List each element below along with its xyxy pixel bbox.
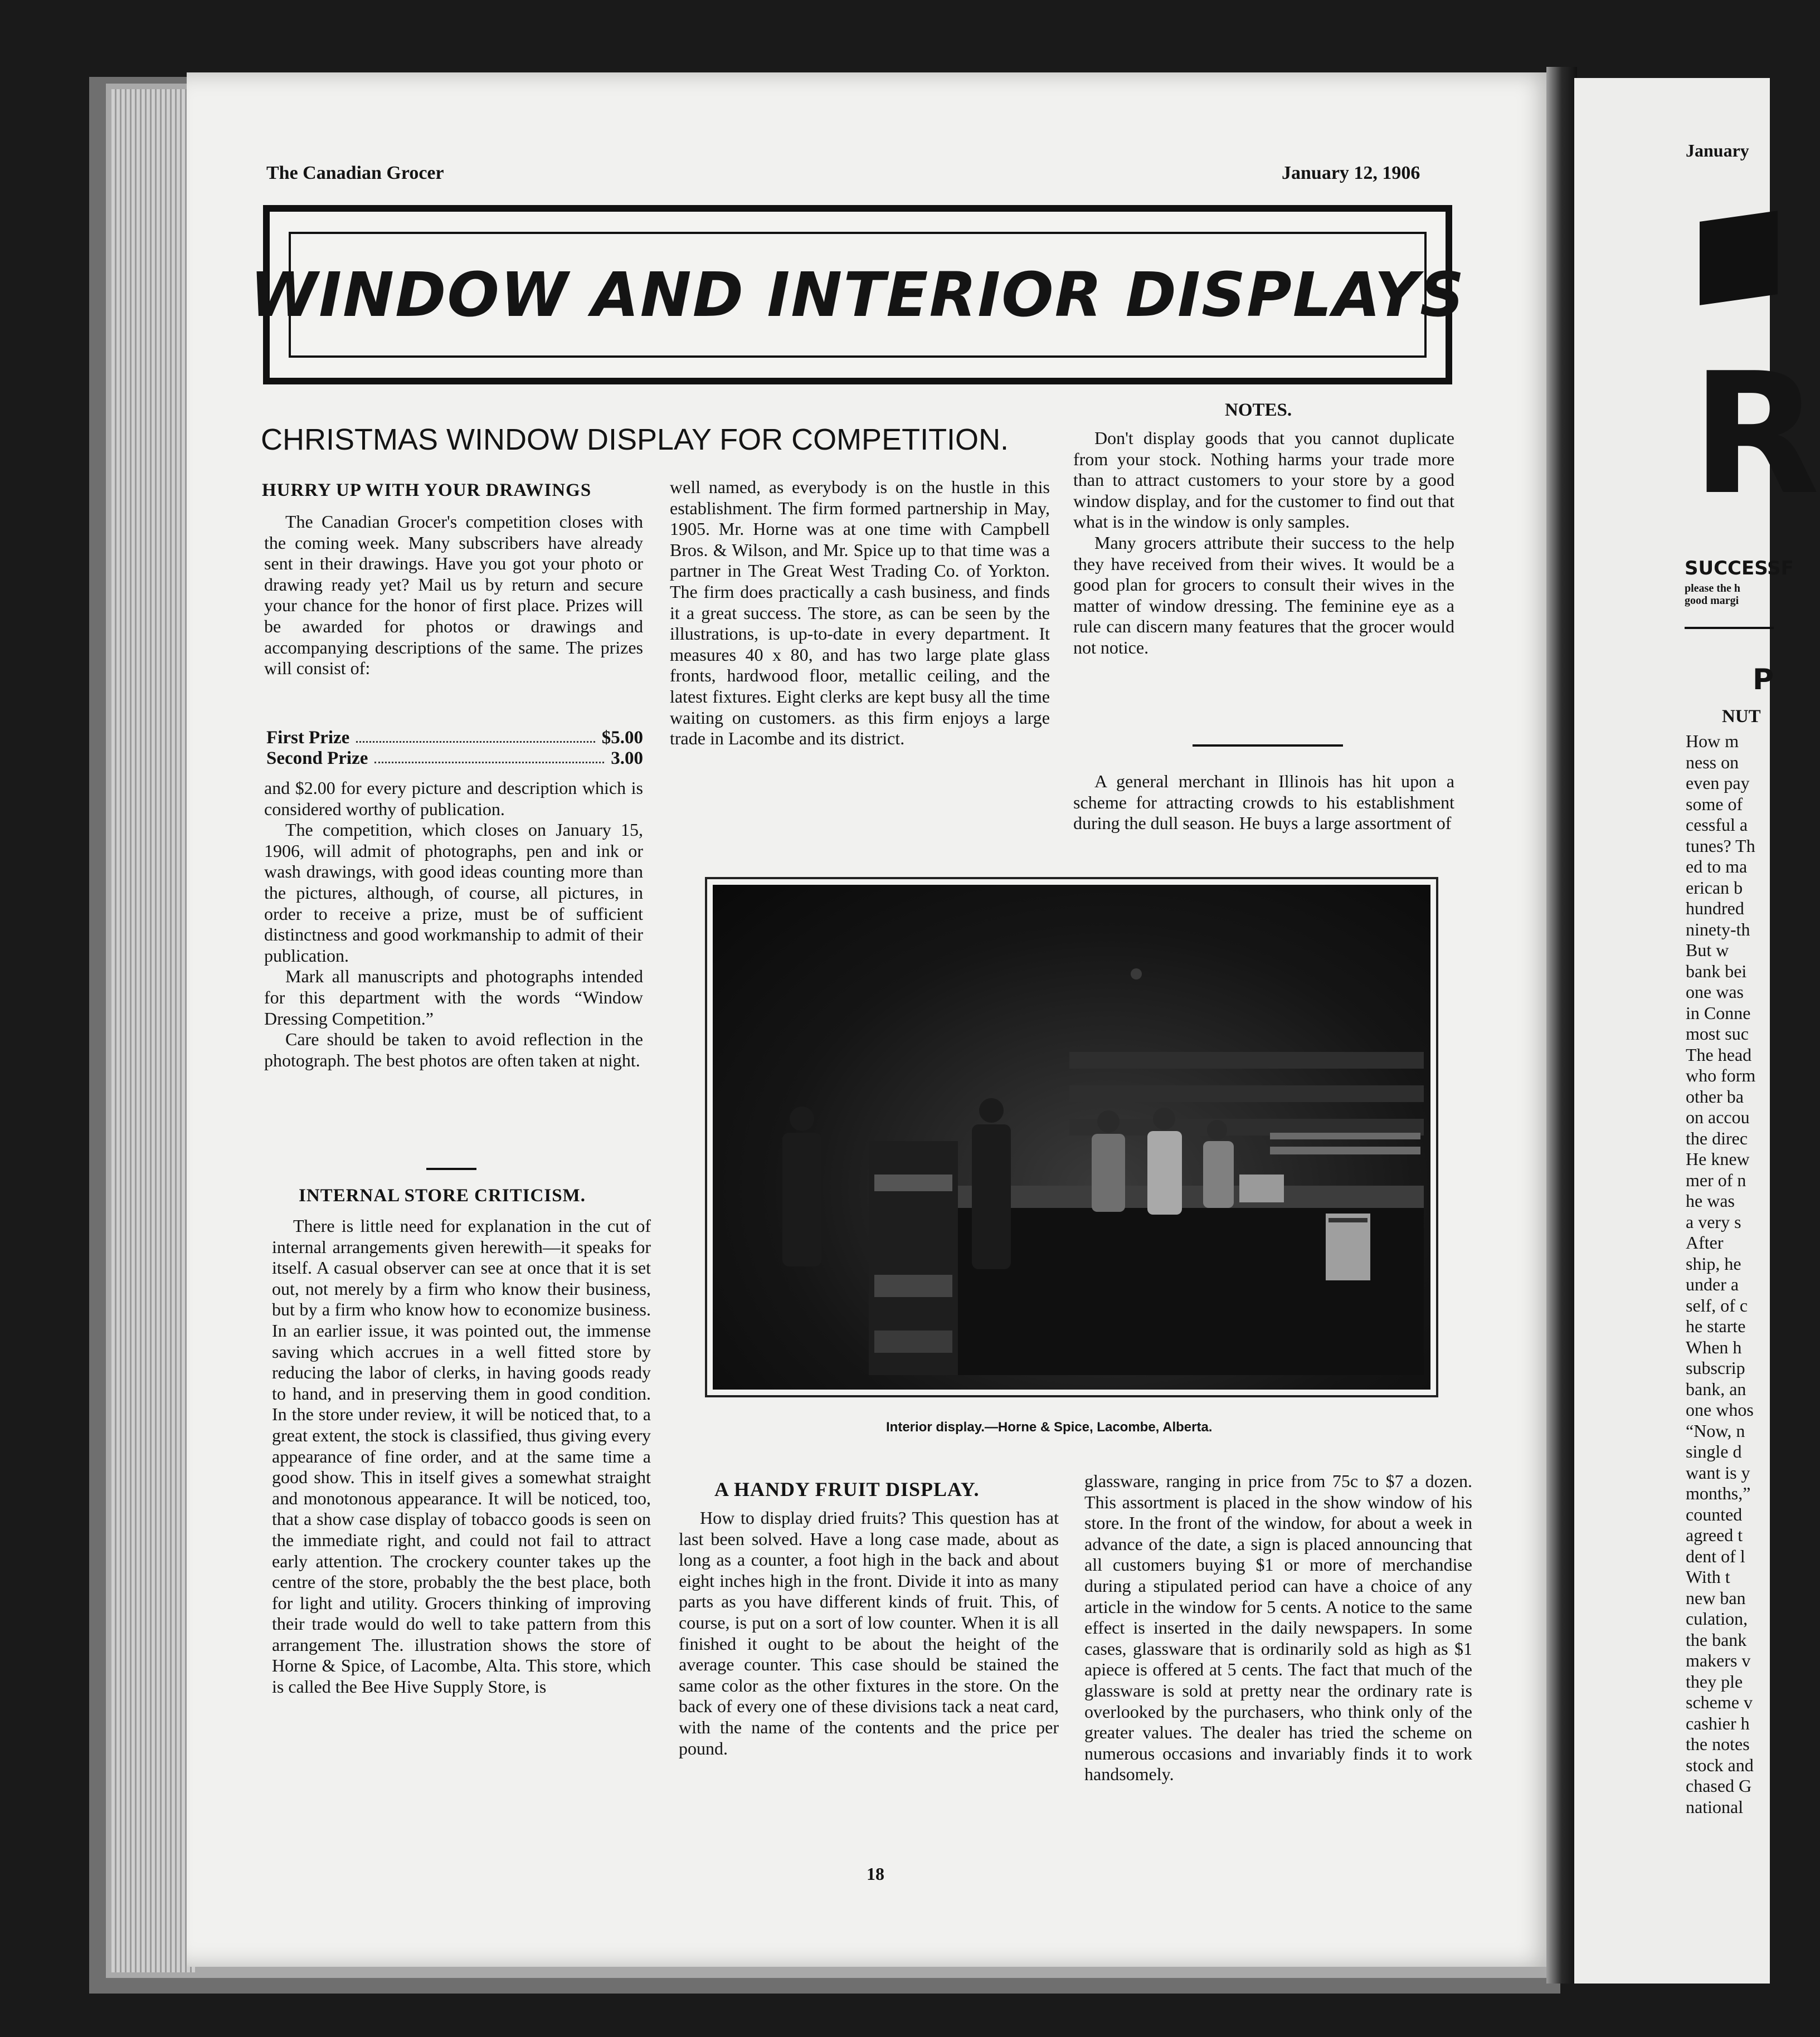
ad-small-text bbox=[1685, 582, 1740, 607]
prize-amount: $5.00 bbox=[601, 728, 643, 748]
paragraph: well named, as everybody is on the hustle in this establishment. The firm formed partnership in May, 1905. Mr. Horne was at one time with Campbell Bros. & Wilson, and Mr. Spice up to that time was a partner in The Great West Trading Co. of Yorkton. The firm does practically a cash business, and finds it a great success. The store, as can be seen by the illustrations, is up-to-date in every department. It measures 40 x 80, and has two large plate glass fronts, hardwood floor, metallic ceiling, and the latest fixtures. Eight clerks are kept busy all the time waiting on customers. as this firm enjoys a large trade in Lacombe and its district. bbox=[670, 477, 1050, 749]
product-box-graphic bbox=[1700, 211, 1778, 305]
adjacent-line: who form bbox=[1686, 1065, 1756, 1085]
adjacent-line: other ba bbox=[1686, 1086, 1744, 1107]
adjacent-line: the notes bbox=[1686, 1734, 1750, 1754]
column-heading: P bbox=[1753, 663, 1774, 696]
criticism-subhead: INTERNAL STORE CRITICISM. bbox=[299, 1186, 586, 1206]
paragraph: Don't display goods that you cannot duplicate from your stock. Nothing harms your trade more than to attract customers to your store by a good window display, and for the customer to find out that what is in the window is only samples. bbox=[1073, 428, 1454, 532]
adjacent-page bbox=[1574, 78, 1820, 1984]
prize-list bbox=[266, 728, 643, 769]
prize-amount: 3.00 bbox=[611, 748, 643, 768]
ad-small-line: good margi bbox=[1685, 594, 1739, 607]
paragraph: How to display dried fruits? This question has at last been solved. Have a long case made, about as long as a counter, a foot high in the back and about eight inches high in the front. Divide it into as many parts as you have different kinds of fruit. This, of course, is put on a sort of low counter. When it is all finished it ought to be about the height of the average counter. This case should be stained the same color as the other fixtures in the store. On the back of every one of these divisions tack a neat card, with the name of the contents and the price per pound. bbox=[679, 1508, 1059, 1758]
adjacent-line: he starte bbox=[1686, 1316, 1746, 1336]
glassware-body bbox=[1084, 1471, 1472, 1785]
adjacent-line: most suc bbox=[1686, 1024, 1749, 1044]
adjacent-line: single d bbox=[1686, 1441, 1742, 1461]
paragraph: glassware, ranging in price from 75c to $7 a dozen. This assortment is placed in the show window of his store. In the front of the window, for about a week in advance of the date, a sign is placed announcing that all customers buying $1 or more of merchandise during a stipulated period can have a choice of any article in the window for 5 cents. A notice to the same effect is inserted in the daily newspapers. In some cases, glassware that is ordinarily sold as high as $1 apiece is offered at 5 cents. The fact that much of the glassware is sold at pretty near the ordinary rate is overlooked by the purchasers, who think only of the greater values. The dealer has tried the scheme on numerous occasions and invariably finds it to work handsomely. bbox=[1084, 1471, 1472, 1785]
adjacent-line: they ple bbox=[1686, 1671, 1743, 1692]
adjacent-line: the bank bbox=[1686, 1629, 1747, 1650]
adjacent-line: bank bei bbox=[1686, 961, 1747, 981]
section-banner bbox=[250, 205, 1466, 384]
adjacent-line: new ban bbox=[1686, 1587, 1746, 1608]
adjacent-line: under a bbox=[1686, 1274, 1739, 1294]
criticism-continuation bbox=[670, 477, 1050, 749]
drawings-intro-text: The Canadian Grocer's competition closes with the coming week. Many subscribers have already sent in their drawings. Have you got your photo or drawing ready yet? Mail us by return and secure your chance for the honor of first place. Prizes will be awarded for photos or drawings and accompanying descriptions of the same. The prizes will consist of: bbox=[264, 511, 643, 679]
photo-caption: Interior display.—Horne & Spice, Lacombe, Alberta. bbox=[886, 1420, 1213, 1435]
paragraph: Care should be taken to avoid reflection in the photograph. The best photos are often taken at night. bbox=[264, 1029, 643, 1070]
adjacent-line: With t bbox=[1686, 1567, 1730, 1587]
adjacent-line: want is y bbox=[1686, 1462, 1750, 1483]
adjacent-line: cashier h bbox=[1686, 1713, 1750, 1733]
paragraph: Mark all manuscripts and photographs intended for this department with the words “Window Dressing Competition.” bbox=[264, 966, 643, 1029]
store-interior-illustration bbox=[713, 885, 1424, 1383]
adjacent-line: ness on bbox=[1686, 752, 1739, 772]
photo-image bbox=[713, 885, 1430, 1390]
banner-title: WINDOW AND INTERIOR DISPLAYS bbox=[250, 259, 1466, 330]
adjacent-line: on accou bbox=[1686, 1107, 1750, 1127]
adjacent-line: culation, bbox=[1686, 1609, 1748, 1629]
adjacent-line: mer of n bbox=[1686, 1169, 1746, 1190]
drawings-intro bbox=[264, 511, 643, 679]
ad-letter: R bbox=[1691, 337, 1820, 532]
criticism-body bbox=[272, 1216, 651, 1698]
adjacent-line: a very s bbox=[1686, 1211, 1741, 1232]
notes-body bbox=[1073, 428, 1454, 659]
adjacent-line: he was bbox=[1686, 1191, 1735, 1211]
adjacent-line: even pay bbox=[1686, 773, 1750, 793]
column-rule bbox=[1193, 744, 1343, 747]
prize-label: First Prize bbox=[266, 728, 350, 748]
issue-date: January 12, 1906 bbox=[1282, 163, 1420, 183]
prize-row-second bbox=[266, 748, 643, 769]
adjacent-line: But w bbox=[1686, 940, 1729, 960]
column-rule bbox=[426, 1168, 476, 1170]
adjacent-line: ed to ma bbox=[1686, 856, 1748, 876]
adjacent-line: stock and bbox=[1686, 1755, 1754, 1775]
adjacent-line: erican b bbox=[1686, 877, 1743, 898]
adjacent-line: ninety-th bbox=[1686, 919, 1750, 939]
paragraph: Many grocers attribute their success to the help they have received from their wives. It would be a good plan for grocers to consult their wives in the matter of window dressing. The feminine eye as a rule can discern many features that the grocer would not notice. bbox=[1073, 532, 1454, 657]
book-gutter bbox=[1546, 67, 1577, 1984]
adjacent-line: in Conne bbox=[1686, 1002, 1751, 1023]
adjacent-line: After bbox=[1686, 1232, 1724, 1253]
drawings-body bbox=[264, 778, 643, 1071]
paragraph: A general merchant in Illinois has hit upon a scheme for attracting crowds to his establishment during the dull season. He buys a large assortment of bbox=[1073, 771, 1454, 834]
page-number: 18 bbox=[867, 1864, 884, 1884]
adjacent-line: counted bbox=[1686, 1504, 1743, 1524]
ad-rule bbox=[1685, 627, 1774, 629]
adjacent-line: one whos bbox=[1686, 1400, 1754, 1420]
leader-dots bbox=[374, 748, 604, 763]
adjacent-line: The head bbox=[1686, 1044, 1752, 1065]
adjacent-line: the direc bbox=[1686, 1128, 1748, 1148]
ad-small-line: please the h bbox=[1685, 582, 1740, 594]
adjacent-line: “Now, n bbox=[1686, 1420, 1745, 1441]
adjacent-line: He knew bbox=[1686, 1149, 1750, 1169]
adjacent-column-text bbox=[1686, 731, 1755, 1817]
adjacent-line: dent of l bbox=[1686, 1546, 1745, 1566]
paragraph: and $2.00 for every picture and description which is considered worthy of publication. bbox=[264, 778, 643, 819]
paragraph: There is little need for explanation in the cut of internal arrangements given herewith—it speaks for itself. A casual observer can see at once that it is set out, not merely by a firm who know their business, but by a firm who know how to economize business. In an earlier issue, it was pointed out, the immense saving which accrues in a well fitted store by reducing the labor of clerks, in having goods ready to hand, and in preserving them in good condition. In the store under review, it will be noticed that, to a great extent, the stock is classified, thus giving every appearance of fine order, and at the same time a good show. This in itself gives a somewhat straight and monotonous appearance. It will be noticed, too, that a show case display of tobacco goods is seen on the immediate right, and could not fail to attract early attention. The crockery counter takes up the centre of the store, probably the the best place, both for light and utility. Grocers thinking of improving their trade would do well to take pattern from this arrangement The. illustration shows the store of Horne & Spice, of Lacombe, Alta. This store, which is called the Bee Hive Supply Store, is bbox=[272, 1216, 651, 1697]
adjacent-line: chased G bbox=[1686, 1776, 1752, 1796]
adjacent-line: ship, he bbox=[1686, 1253, 1741, 1274]
fruit-subhead: A HANDY FRUIT DISPLAY. bbox=[714, 1478, 980, 1500]
adjacent-line: subscrip bbox=[1686, 1358, 1745, 1378]
adjacent-line: hundred bbox=[1686, 898, 1744, 918]
publication-name: The Canadian Grocer bbox=[266, 163, 444, 183]
fruit-body bbox=[679, 1508, 1059, 1759]
adjacent-line: When h bbox=[1686, 1337, 1742, 1357]
column-subhead: NUT bbox=[1722, 706, 1761, 727]
adjacent-line: bank, an bbox=[1686, 1378, 1746, 1399]
adjacent-line: agreed t bbox=[1686, 1525, 1743, 1545]
adjacent-line: one was bbox=[1686, 982, 1744, 1002]
main-headline: CHRISTMAS WINDOW DISPLAY FOR COMPETITION. bbox=[261, 423, 1009, 456]
adjacent-line: months,” bbox=[1686, 1483, 1751, 1503]
banner-frame bbox=[250, 232, 1466, 358]
leader-dots bbox=[356, 728, 595, 743]
prize-row-first bbox=[266, 728, 643, 748]
prize-label: Second Prize bbox=[266, 748, 368, 768]
page-edges bbox=[111, 89, 195, 1972]
adjacent-line: makers v bbox=[1686, 1650, 1751, 1670]
merchant-intro bbox=[1073, 771, 1454, 834]
ad-label: SUCCESSF bbox=[1685, 557, 1794, 579]
paragraph: The competition, which closes on January 15, 1906, will admit of photographs, pen and ink or wash drawings, with good ideas counting more than the pictures, although, of course, all pictures, in order to receive a prize, must be of sufficient distinctness and good workmanship to admit of their publication. bbox=[264, 820, 643, 966]
adjacent-header: January bbox=[1686, 140, 1749, 160]
adjacent-line: some of bbox=[1686, 793, 1743, 814]
adjacent-line: scheme v bbox=[1686, 1692, 1753, 1712]
adjacent-line: cessful a bbox=[1686, 815, 1748, 835]
store-interior-photo bbox=[705, 877, 1438, 1397]
adjacent-line: tunes? Th bbox=[1686, 835, 1755, 856]
notes-subhead: NOTES. bbox=[1225, 400, 1292, 420]
adjacent-line: self, of c bbox=[1686, 1295, 1748, 1315]
adjacent-line: national bbox=[1686, 1796, 1744, 1817]
drawings-subhead: HURRY UP WITH YOUR DRAWINGS bbox=[262, 480, 592, 500]
adjacent-line: How m bbox=[1686, 731, 1739, 751]
